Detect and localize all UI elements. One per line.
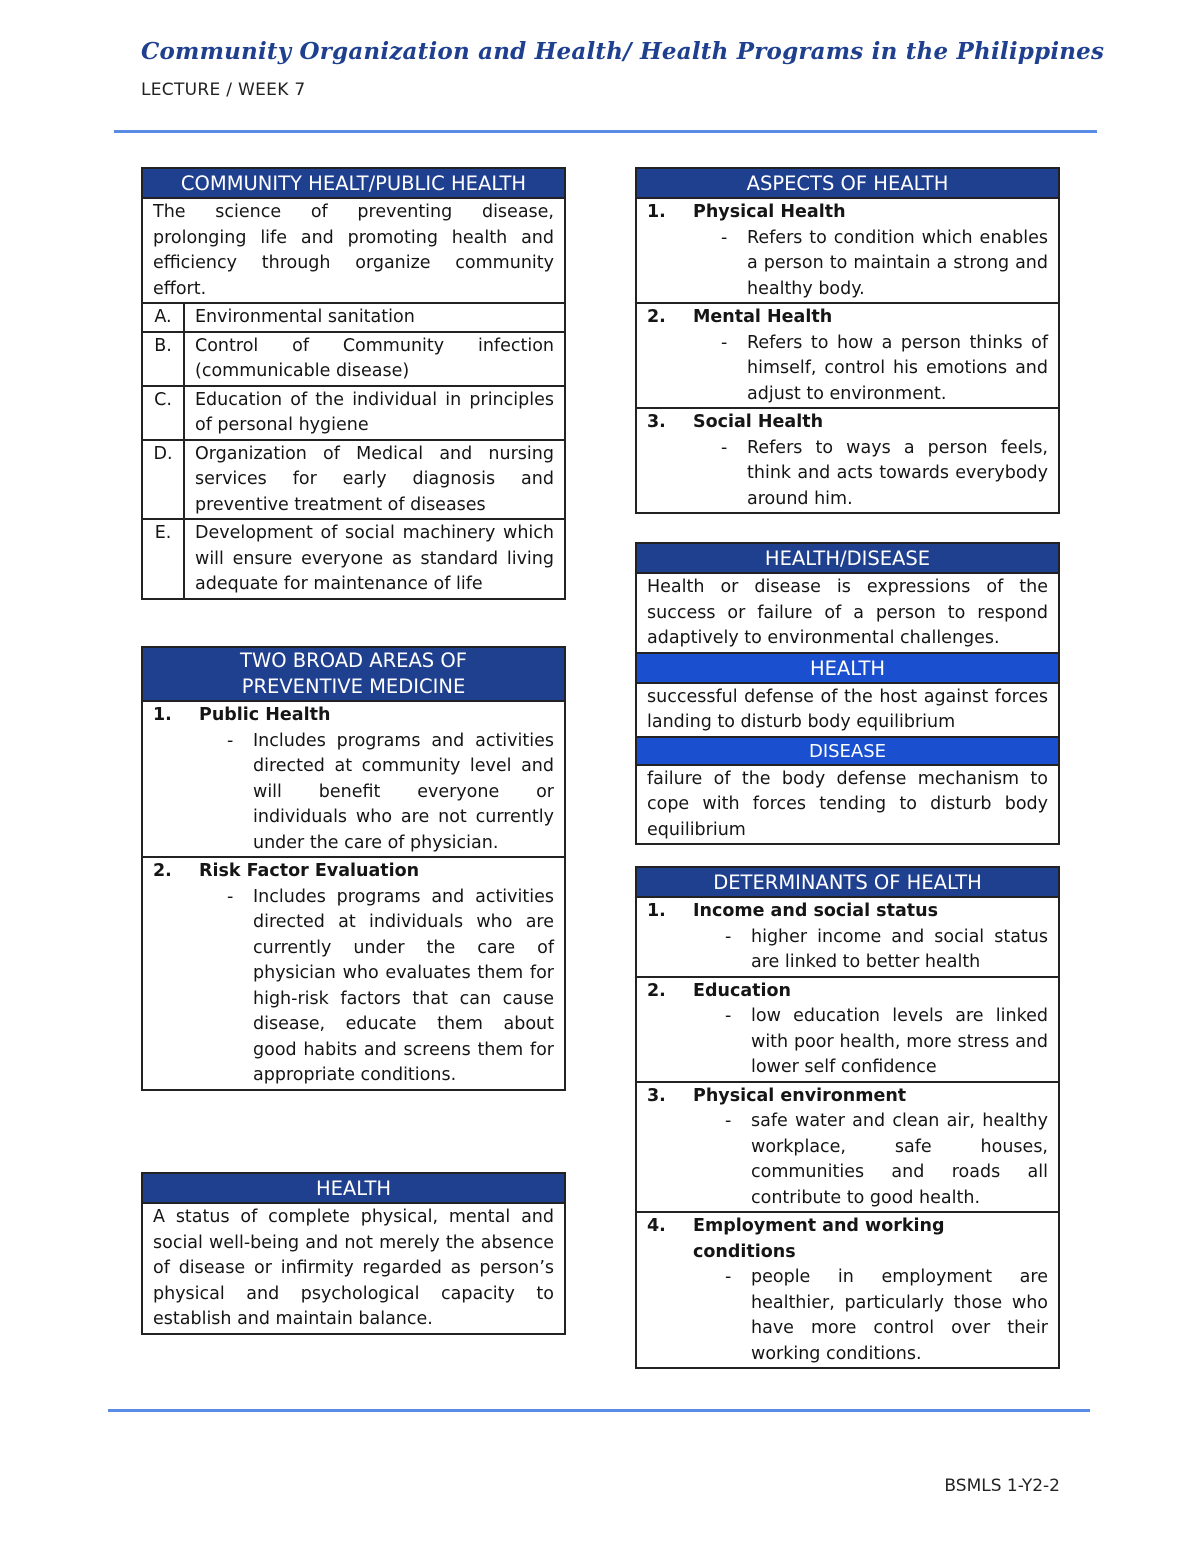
item-number: 1. — [647, 202, 666, 222]
item-letter: A. — [142, 303, 184, 332]
item-text: Control of Community infection (communicable disease) — [184, 332, 565, 386]
header-divider — [114, 130, 1097, 133]
aspects-table — [635, 167, 1060, 514]
disease-subtitle: DISEASE — [636, 737, 1059, 765]
health-definition-title: HEALTH — [142, 1173, 565, 1203]
dash-bullet: - — [725, 926, 732, 947]
list-item — [636, 303, 1059, 408]
item-title: Social Health — [693, 412, 824, 432]
dash-bullet: - — [725, 1267, 732, 1287]
health-definition-table — [141, 1172, 566, 1335]
item-title: Education — [693, 980, 791, 1001]
health-disease-text: Health or disease is expressions of the success or failure of a person to respond adaptively to environmental challenges. — [636, 573, 1059, 653]
dash-bullet: - — [721, 332, 728, 353]
item-text: Education of the individual in principles of personal hygiene — [184, 386, 565, 440]
item-text: Includes programs and activities directed at community level and will benefit everyone or individuals who are not currently under the care of physician. — [253, 730, 554, 853]
footer-divider — [108, 1409, 1090, 1412]
item-number: 3. — [647, 412, 666, 432]
item-title: Mental Health — [693, 307, 833, 327]
item-number: 2. — [647, 307, 666, 327]
determinants-title: DETERMINANTS OF HEALTH — [636, 867, 1059, 897]
health-subtext: successful defense of the host against forces landing to disturb body equilibrium — [636, 683, 1059, 737]
item-title: Physical Health — [693, 202, 846, 222]
item-text: people in employment are healthier, particularly those who have more control over their working conditions. — [751, 1267, 1048, 1364]
item-number: 1. — [153, 705, 172, 725]
table-row — [142, 386, 565, 440]
dash-bullet: - — [721, 437, 728, 458]
item-text: Includes programs and activities directed at individuals who are currently under the care of physician who evaluates them for high-risk factors that can cause disease, educate them about good habits and screens them for appropriate conditions. — [253, 886, 554, 1085]
item-letter: D. — [142, 440, 184, 520]
item-number: 2. — [647, 980, 666, 1001]
page-title: Community Organization and Health/ Health Programs in the Philippines — [141, 38, 1105, 65]
list-item — [142, 857, 565, 1090]
list-item — [636, 408, 1059, 513]
health-subtitle: HEALTH — [636, 653, 1059, 683]
health-disease-table — [635, 542, 1060, 845]
item-text: Development of social machinery which will ensure everyone as standard living adequate for maintenance of life — [184, 519, 565, 599]
item-title: Risk Factor Evaluation — [199, 861, 420, 881]
item-text: Refers to how a person thinks of himself, control his emotions and adjust to environment. — [747, 332, 1048, 404]
item-number: 2. — [153, 861, 172, 881]
dash-bullet: - — [227, 886, 234, 907]
item-text: Refers to ways a person feels, think and acts towards everybody around him. — [747, 437, 1048, 509]
list-item — [636, 897, 1059, 977]
table-row — [142, 440, 565, 520]
community-health-table — [141, 167, 566, 600]
item-text: safe water and clean air, healthy workplace, safe houses, communities and roads all contribute to good health. — [751, 1111, 1048, 1208]
determinants-table — [635, 866, 1060, 1369]
preventive-medicine-title: TWO BROAD AREAS OF PREVENTIVE MEDICINE — [142, 647, 565, 701]
item-title: Physical environment — [693, 1085, 907, 1106]
health-disease-title: HEALTH/DISEASE — [636, 543, 1059, 573]
preventive-medicine-table — [141, 646, 566, 1091]
item-number: 3. — [647, 1085, 666, 1106]
item-text: Environmental sanitation — [184, 303, 565, 332]
community-health-definition: The science of preventing disease, prolonging life and promoting health and efficiency through organize community effort. — [142, 198, 565, 303]
item-letter: C. — [142, 386, 184, 440]
item-title: Employment and working conditions — [693, 1216, 945, 1262]
item-text: Refers to condition which enables a person to maintain a strong and healthy body. — [747, 227, 1048, 299]
list-item — [636, 1212, 1059, 1368]
item-text: Organization of Medical and nursing services for early diagnosis and preventive treatment of diseases — [184, 440, 565, 520]
item-number: 1. — [647, 901, 666, 921]
item-text: higher income and social status are linked to better health — [751, 926, 1048, 972]
list-item — [636, 1082, 1059, 1213]
item-title: Income and social status — [693, 901, 938, 921]
dash-bullet: - — [227, 730, 234, 751]
footer-code: BSMLS 1-Y2-2 — [944, 1476, 1060, 1496]
dash-bullet: - — [725, 1111, 732, 1131]
health-definition-text: A status of complete physical, mental and social well-being and not merely the absence of disease or infirmity regarded as person’s physical and psychological capacity to establish and maintain balance. — [142, 1203, 565, 1334]
dash-bullet: - — [725, 1006, 732, 1026]
table-row — [142, 303, 565, 332]
dash-bullet: - — [721, 227, 728, 248]
list-item — [142, 701, 565, 857]
page-subtitle: LECTURE / WEEK 7 — [141, 80, 306, 100]
table-row — [142, 519, 565, 599]
item-text: low education levels are linked with poor health, more stress and lower self confidence — [751, 1006, 1048, 1077]
aspects-title: ASPECTS OF HEALTH — [636, 168, 1059, 198]
community-health-title: COMMUNITY HEALT/PUBLIC HEALTH — [142, 168, 565, 198]
item-number: 4. — [647, 1216, 666, 1236]
item-letter: B. — [142, 332, 184, 386]
table-row — [142, 332, 565, 386]
disease-subtext: failure of the body defense mechanism to cope with forces tending to disturb body equilibrium — [636, 765, 1059, 845]
item-title: Public Health — [199, 705, 331, 725]
list-item — [636, 198, 1059, 303]
list-item — [636, 977, 1059, 1082]
item-letter: E. — [142, 519, 184, 599]
